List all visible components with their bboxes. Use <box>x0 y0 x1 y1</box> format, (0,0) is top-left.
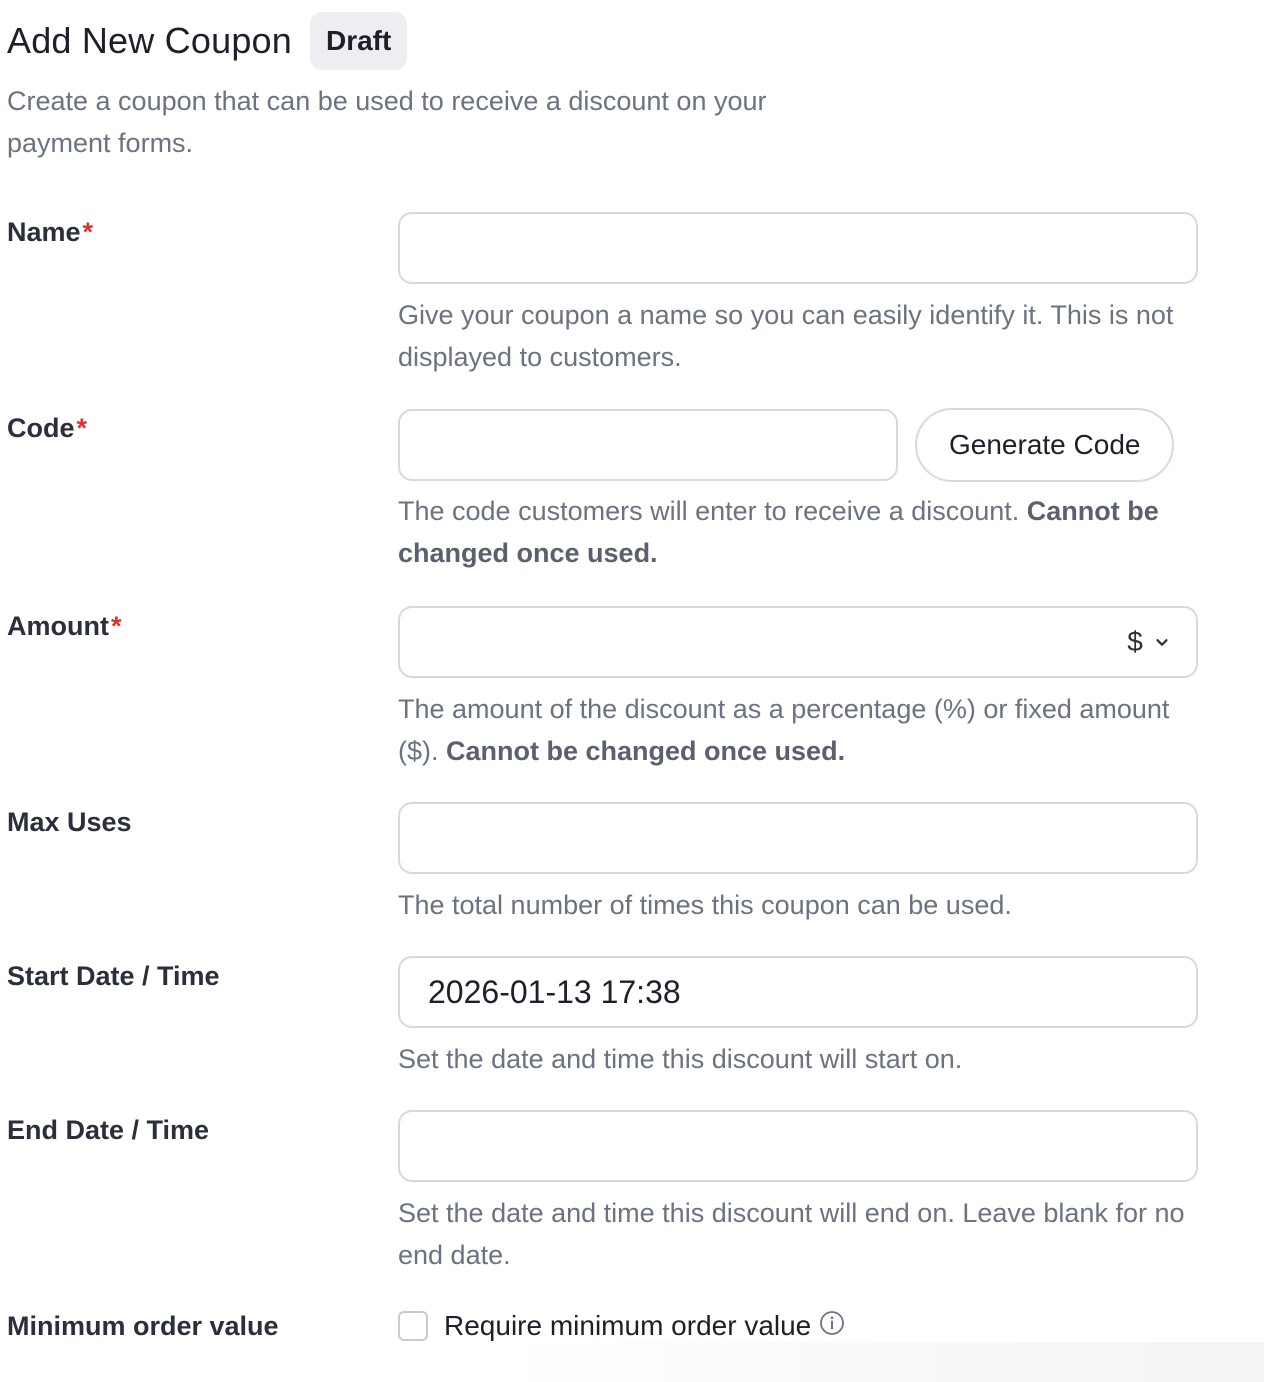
min-order-checkbox-label[interactable]: Require minimum order value <box>444 1310 812 1341</box>
code-input-group <box>398 408 1198 482</box>
start-date-field <box>398 956 1198 1080</box>
code-help: The code customers will enter to receive a discount. Cannot be changed once used. <box>398 496 1159 568</box>
max-uses-label: Max Uses <box>7 807 132 837</box>
code-label: Code* <box>7 413 88 443</box>
page-header <box>7 12 407 70</box>
generate-code-button[interactable]: Generate Code <box>915 408 1174 482</box>
chevron-down-icon <box>1153 633 1171 651</box>
end-date-label: End Date / Time <box>7 1115 210 1145</box>
currency-symbol: $ <box>1127 626 1143 657</box>
start-date-label: Start Date / Time <box>7 961 220 991</box>
amount-input-group <box>398 606 1198 678</box>
currency-select[interactable] <box>1104 610 1194 674</box>
name-help: Give your coupon a name so you can easily identify it. This is not displayed to customers. <box>398 300 1174 372</box>
max-uses-input[interactable] <box>398 802 1198 874</box>
end-date-help: Set the date and time this discount will end on. Leave blank for no end date. <box>398 1198 1185 1270</box>
bottom-shade <box>0 1342 1264 1382</box>
min-order-field <box>398 1306 1198 1346</box>
page-title: Add New Coupon <box>7 20 292 61</box>
min-order-checkbox[interactable] <box>398 1311 428 1341</box>
min-order-checkbox-line <box>398 1306 1198 1346</box>
required-mark: * <box>76 413 88 443</box>
info-icon[interactable] <box>819 1310 845 1336</box>
end-date-input[interactable] <box>398 1110 1198 1182</box>
end-date-field <box>398 1110 1198 1276</box>
max-uses-field <box>398 802 1198 926</box>
required-mark: * <box>82 217 94 247</box>
code-field <box>398 408 1198 574</box>
min-order-label: Minimum order value <box>7 1311 279 1341</box>
code-input[interactable] <box>398 409 898 481</box>
amount-input[interactable] <box>398 606 1198 678</box>
max-uses-help: The total number of times this coupon can be used. <box>398 890 1012 920</box>
name-field <box>398 212 1198 378</box>
name-label: Name* <box>7 217 94 247</box>
page-subtitle: Create a coupon that can be used to receive a discount on your payment forms. <box>7 86 767 158</box>
amount-help: The amount of the discount as a percentage (%) or fixed amount ($). Cannot be changed once used. <box>398 694 1170 766</box>
required-mark: * <box>110 611 122 641</box>
name-input[interactable] <box>398 212 1198 284</box>
amount-label: Amount* <box>7 611 122 641</box>
status-badge: Draft <box>310 12 407 70</box>
start-date-input[interactable] <box>398 956 1198 1028</box>
amount-field <box>398 606 1198 772</box>
start-date-help: Set the date and time this discount will start on. <box>398 1044 963 1074</box>
